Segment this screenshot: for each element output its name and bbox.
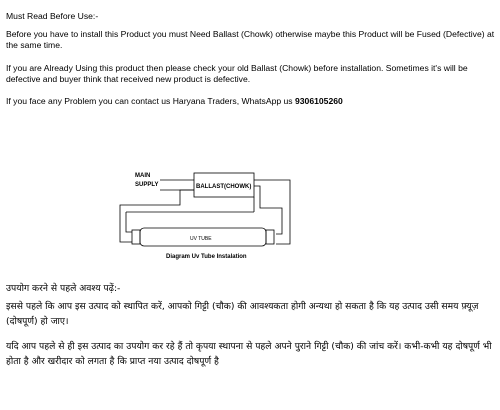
wire-right-outer <box>254 180 290 244</box>
diagram-caption: Diagram Uv Tube Instalation <box>166 254 247 260</box>
supply-label: SUPPLY <box>135 182 159 188</box>
uv-tube-label: UV TUBE <box>190 236 212 242</box>
hindi-paragraph-2: यदि आप पहले से ही इस उत्पाद का उपयोग कर रहे हैं तो कृपया स्थापना से पहले अपने पुराने गिट्टी (चौक) की जांच करें। कभी-कभी यह दोषपूर्ण भी होता है और खरीदार को लगता है कि प्राप्त नया उत्पाद दोषपूर्ण है <box>6 341 492 367</box>
english-heading: Must Read Before Use:- <box>6 11 99 21</box>
wire-left-outer <box>120 190 194 242</box>
tube-cap-right <box>266 230 274 244</box>
english-paragraph-1: Before you have to install this Product you must Need Ballast (Chowk) otherwise maybe this Product will be Fused (Defective) at the same time. <box>6 29 495 50</box>
whatsapp-number: 9306105260 <box>295 96 343 106</box>
wire-left-inner <box>126 212 132 232</box>
english-paragraph-2: If you are Already Using this product then please check your old Ballast (Chowk) before installation. Sometimes it's will be defective and buyer think that received new product is defective. <box>6 63 468 84</box>
contact-text: If you face any Problem you can contact us Haryana Traders, WhatsApp us <box>6 96 295 106</box>
hindi-paragraph-1: इससे पहले कि आप इस उत्पाद को स्थापित करें, आपको गिट्टी (चौक) की आवश्यकता होगी अन्यथा हो सकता है कि यह उत्पाद उसी समय फ़्यूज़ (दोषपूर्ण) हो जाए। <box>6 301 479 327</box>
wire-right-inner <box>254 186 282 234</box>
ballast-label: BALLAST(CHOWK) <box>196 184 252 190</box>
tube-cap-left <box>132 230 140 244</box>
main-label: MAIN <box>135 173 151 179</box>
hindi-heading: उपयोग करने से पहले अवश्य पढ़ें:- <box>6 283 121 294</box>
